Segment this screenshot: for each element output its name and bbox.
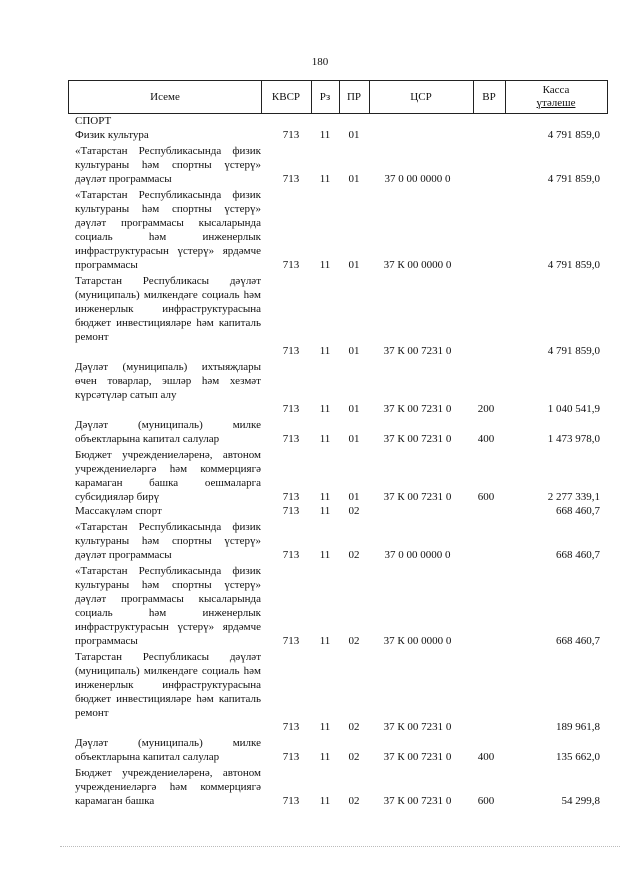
row-kvsr: 713 <box>282 505 300 517</box>
row-name: Физик культура <box>75 129 149 141</box>
row-sum: 668 460,7 <box>556 549 600 561</box>
row-rz: 11 <box>319 635 331 647</box>
row-name: Татарстан Республикасы дәүләт (муниципаль) милкендәге социаль һәм инженерлык инфраструктурасына бюджет инвестицияләре һәм капиталь ремонт <box>75 651 261 719</box>
row-pr: 01 <box>348 129 360 141</box>
table-row <box>0 358 640 416</box>
row-name: «Татарстан Республикасында физик культураны һәм спортны үстерү» дәүләт программасы <box>75 521 261 561</box>
table-row <box>0 504 640 518</box>
row-sum: 668 460,7 <box>556 505 600 517</box>
row-sum: 54 299,8 <box>561 795 600 807</box>
row-pr: 02 <box>348 751 360 763</box>
row-name: «Татарстан Республикасында физик культураны һәм спортны үстерү» дәүләт программасы <box>75 145 261 185</box>
row-name: «Татарстан Республикасында физик культураны һәм спортны үстерү» дәүләт программасы кысаларында социаль һәм инженерлык инфраструктурасын үстерү» ярдәмче программасы <box>75 565 261 647</box>
row-sum: 1 040 541,9 <box>547 403 600 415</box>
row-kvsr: 713 <box>282 345 300 357</box>
row-sum: 4 791 859,0 <box>547 345 600 357</box>
row-csr: 37 К 00 7231 0 <box>383 795 452 807</box>
row-pr: 01 <box>348 433 360 445</box>
row-sum: 4 791 859,0 <box>547 259 600 271</box>
row-name: Татарстан Республикасы дәүләт (муниципаль) милкендәге социаль һәм инженерлык инфраструктурасына бюджет инвестицияләре һәм капиталь ремонт <box>75 275 261 343</box>
row-rz: 11 <box>319 795 331 807</box>
row-pr: 02 <box>348 795 360 807</box>
row-kvsr: 713 <box>282 173 300 185</box>
row-csr: 37 0 00 0000 0 <box>384 173 451 185</box>
row-csr: 37 К 00 7231 0 <box>383 403 452 415</box>
row-name: Дәүләт (муниципаль) милке объектларына капитал салулар <box>75 737 261 763</box>
header-kvsr: КВСР <box>261 81 312 113</box>
row-kvsr: 713 <box>282 549 300 561</box>
row-sum: 668 460,7 <box>556 635 600 647</box>
header-sum <box>505 81 607 113</box>
row-pr: 01 <box>348 491 360 503</box>
row-name: Массакүләм спорт <box>75 505 162 517</box>
row-csr: 37 К 00 7231 0 <box>383 433 452 445</box>
row-rz: 11 <box>319 751 331 763</box>
row-kvsr: 713 <box>282 721 300 733</box>
row-rz: 11 <box>319 259 331 271</box>
row-sum: 2 277 339,1 <box>547 491 600 503</box>
row-name: «Татарстан Республикасында физик культураны һәм спортны үстерү» дәүләт программасы кысаларында социаль һәм инженерлык инфраструктурасын үстерү» ярдәмче программасы <box>75 189 261 271</box>
table-row <box>0 142 640 186</box>
row-csr: 37 0 00 0000 0 <box>384 549 451 561</box>
row-sum: 189 961,8 <box>556 721 600 733</box>
page-number: 180 <box>311 56 329 68</box>
header-sum-line2: үтәлеше <box>536 97 576 109</box>
row-rz: 11 <box>319 403 331 415</box>
row-pr: 01 <box>348 345 360 357</box>
table-row <box>0 562 640 648</box>
table-row <box>0 128 640 142</box>
table-row <box>0 518 640 562</box>
row-csr: 37 К 00 7231 0 <box>383 751 452 763</box>
row-rz: 11 <box>319 549 331 561</box>
row-pr: 02 <box>348 721 360 733</box>
table-header <box>68 80 608 114</box>
table-row <box>0 272 640 358</box>
row-kvsr: 713 <box>282 129 300 141</box>
row-kvsr: 713 <box>282 795 300 807</box>
table-row <box>0 446 640 504</box>
row-csr: 37 К 00 0000 0 <box>383 259 452 271</box>
row-sum: 4 791 859,0 <box>547 173 600 185</box>
row-csr: 37 К 00 7231 0 <box>383 345 452 357</box>
header-vr: ВР <box>473 81 506 113</box>
row-rz: 11 <box>319 129 331 141</box>
table-row <box>0 186 640 272</box>
table-row <box>0 114 640 128</box>
row-rz: 11 <box>319 505 331 517</box>
row-vr: 600 <box>477 795 495 807</box>
row-vr: 200 <box>477 403 495 415</box>
page-bottom-divider <box>60 846 620 847</box>
row-pr: 02 <box>348 505 360 517</box>
row-sum: 135 662,0 <box>556 751 600 763</box>
row-kvsr: 713 <box>282 751 300 763</box>
row-rz: 11 <box>319 173 331 185</box>
row-csr: 37 К 00 0000 0 <box>383 635 452 647</box>
row-rz: 11 <box>319 345 331 357</box>
row-kvsr: 713 <box>282 259 300 271</box>
row-rz: 11 <box>319 433 331 445</box>
header-pr: ПР <box>339 81 370 113</box>
row-pr: 01 <box>348 259 360 271</box>
row-rz: 11 <box>319 491 331 503</box>
row-rz: 11 <box>319 721 331 733</box>
row-kvsr: 713 <box>282 403 300 415</box>
row-vr: 400 <box>477 751 495 763</box>
row-vr: 400 <box>477 433 495 445</box>
row-kvsr: 713 <box>282 491 300 503</box>
table-row <box>0 734 640 764</box>
row-name: СПОРТ <box>75 115 112 127</box>
row-name: Дәүләт (муниципаль) милке объектларына капитал салулар <box>75 419 261 445</box>
row-vr: 600 <box>477 491 495 503</box>
header-csr: ЦСР <box>369 81 474 113</box>
header-name: Исеме <box>69 81 262 113</box>
row-name: Дәүләт (муниципаль) ихтыяҗлары өчен товарлар, эшләр һәм хезмәт күрсәтүләр сатып алу <box>75 361 261 401</box>
table-row <box>0 764 640 808</box>
row-csr: 37 К 00 7231 0 <box>383 721 452 733</box>
row-pr: 01 <box>348 403 360 415</box>
row-name: Бюджет учреждениеләренә, автоном учреждениеләргә һәм коммерциягә карамаган башка оешмаларга субсидияләр бирү <box>75 449 261 503</box>
row-csr: 37 К 00 7231 0 <box>383 491 452 503</box>
row-pr: 02 <box>348 549 360 561</box>
header-rz: Рз <box>311 81 340 113</box>
table-row <box>0 648 640 734</box>
row-kvsr: 713 <box>282 433 300 445</box>
row-pr: 01 <box>348 173 360 185</box>
row-sum: 1 473 978,0 <box>547 433 600 445</box>
row-name: Бюджет учреждениеләренә, автоном учреждениеләргә һәм коммерциягә карамаган башка <box>75 767 261 807</box>
header-sum-line1: Касса <box>542 84 570 96</box>
row-kvsr: 713 <box>282 635 300 647</box>
row-pr: 02 <box>348 635 360 647</box>
row-sum: 4 791 859,0 <box>547 129 600 141</box>
table-row <box>0 416 640 446</box>
